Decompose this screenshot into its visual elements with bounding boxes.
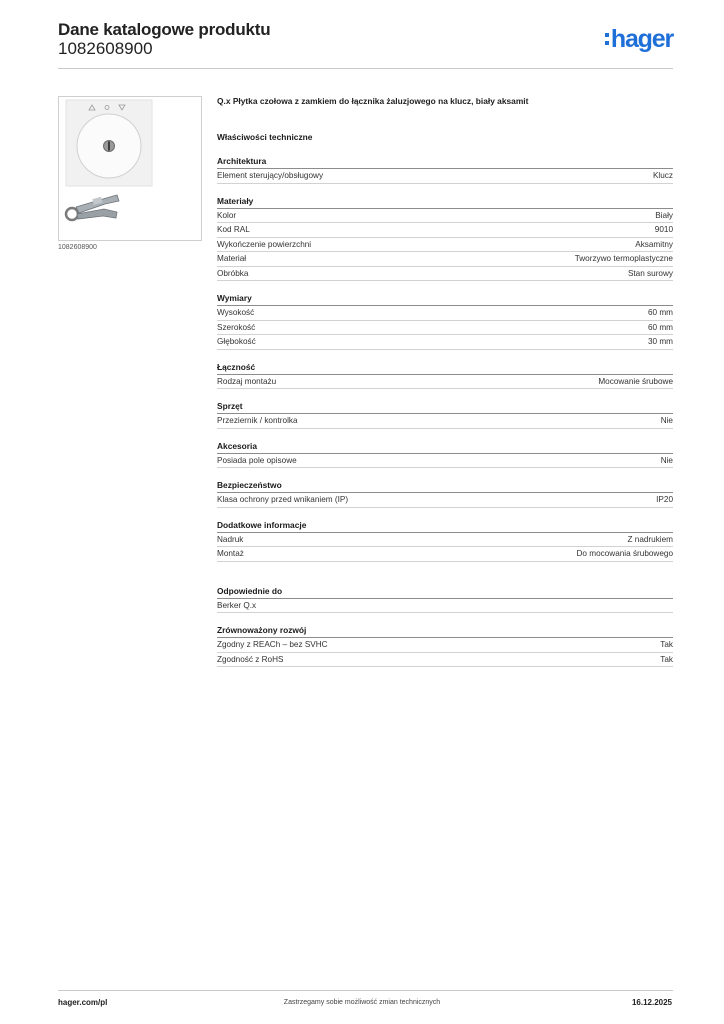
spec-section — [217, 440, 673, 469]
spec-section — [217, 292, 673, 350]
section-heading: Odpowiednie do — [217, 585, 673, 599]
spec-label: Klasa ochrony przed wnikaniem (IP) — [217, 495, 349, 504]
keys-icon — [66, 195, 119, 220]
spec-value: 30 mm — [647, 337, 673, 346]
spec-label: Kolor — [217, 210, 237, 220]
suitable-section — [217, 585, 673, 614]
section-heading: Dodatkowe informacje — [217, 519, 673, 533]
spec-value: 9010 — [654, 225, 673, 234]
spec-row — [217, 547, 673, 562]
product-image — [58, 96, 202, 241]
spec-label: Zgodność z RoHS — [217, 654, 284, 664]
spec-label: Element sterujący/obsługowy — [217, 171, 324, 180]
section-heading: Wymiary — [217, 292, 673, 306]
spec-label: Rodzaj montażu — [217, 376, 277, 386]
footer-disclaimer: Zastrzegamy sobie możliwość zmian technicznych — [283, 999, 441, 1006]
spec-label: Przeziernik / kontrolka — [217, 416, 298, 425]
spec-row — [217, 599, 673, 614]
spec-label: Wysokość — [217, 308, 255, 317]
spec-row — [217, 493, 673, 508]
product-illustration — [59, 97, 201, 240]
spec-label: Wykończenie powierzchni — [217, 239, 312, 249]
spec-value: Nie — [660, 416, 673, 425]
spec-row — [217, 169, 673, 184]
spec-value: Z nadrukiem — [627, 534, 673, 544]
spec-value: Biały — [655, 210, 673, 220]
spec-value: Tworzywo termoplastyczne — [574, 254, 673, 263]
section-heading: Sprzęt — [217, 400, 673, 414]
spec-value: Mocowanie śrubowe — [598, 376, 673, 386]
product-title: Q.x Płytka czołowa z zamkiem do łącznika żaluzjowego na klucz, biały aksamit — [217, 96, 529, 106]
spec-value: Klucz — [652, 171, 673, 180]
hager-logo — [605, 26, 673, 52]
spec-row — [217, 454, 673, 469]
spec-value: Tak — [660, 654, 673, 664]
specs-title: Właściwości techniczne — [217, 132, 313, 142]
spec-value: Tak — [660, 640, 673, 649]
document-title: Dane katalogowe produktu — [58, 20, 271, 39]
spec-value: IP20 — [656, 495, 673, 504]
section-heading: Bezpieczeństwo — [217, 479, 673, 493]
spec-value: 60 mm — [647, 322, 673, 332]
spec-label: Głębokość — [217, 337, 256, 346]
spec-row — [217, 209, 673, 224]
spec-label: Berker Q.x — [217, 600, 257, 610]
spec-label: Szerokość — [217, 322, 256, 332]
spec-section — [217, 361, 673, 390]
section-heading: Łączność — [217, 361, 673, 375]
spec-section — [217, 400, 673, 429]
spec-row — [217, 533, 673, 548]
spec-row — [217, 223, 673, 238]
spec-row — [217, 335, 673, 350]
spec-label: Obróbka — [217, 268, 249, 278]
section-heading: Architektura — [217, 155, 673, 169]
spec-value: Nie — [660, 455, 673, 465]
spec-label: Nadruk — [217, 534, 244, 544]
spec-label: Montaż — [217, 549, 244, 558]
section-heading: Materiały — [217, 195, 673, 209]
spec-section — [217, 519, 673, 562]
spec-row — [217, 306, 673, 321]
spec-row — [217, 638, 673, 653]
spec-row — [217, 375, 673, 390]
product-number: 1082608900 — [58, 39, 153, 58]
page-header — [58, 20, 673, 70]
technical-data — [217, 94, 673, 667]
header-divider — [58, 68, 673, 69]
footer-website: hager.com/pl — [58, 998, 108, 1007]
logo-dots-icon — [605, 33, 609, 45]
spec-section — [217, 479, 673, 508]
spec-row — [217, 252, 673, 267]
spec-row — [217, 267, 673, 282]
sustainability-section — [217, 624, 673, 667]
spec-label: Kod RAL — [217, 225, 250, 234]
section-heading: Akcesoria — [217, 440, 673, 454]
spec-row — [217, 238, 673, 253]
image-caption: 1082608900 — [58, 244, 97, 251]
spec-section — [217, 195, 673, 282]
footer-divider — [58, 990, 673, 991]
spec-label: Materiał — [217, 254, 247, 263]
spec-section — [217, 155, 673, 184]
spec-value: Aksamitny — [635, 239, 673, 249]
spec-value: 60 mm — [647, 308, 673, 317]
spec-label: Zgodny z REACh – bez SVHC — [217, 640, 328, 649]
spec-row — [217, 321, 673, 336]
section-heading: Zrównoważony rozwój — [217, 624, 673, 638]
footer-date: 16.12.2025 — [631, 998, 672, 1007]
spec-value: Do mocowania śrubowego — [576, 549, 673, 558]
spec-row — [217, 653, 673, 668]
spec-row — [217, 414, 673, 429]
spec-value: Stan surowy — [627, 268, 673, 278]
spec-sections — [217, 155, 673, 562]
spec-label: Posiada pole opisowe — [217, 455, 297, 465]
logo-wordmark: hager — [610, 25, 673, 53]
